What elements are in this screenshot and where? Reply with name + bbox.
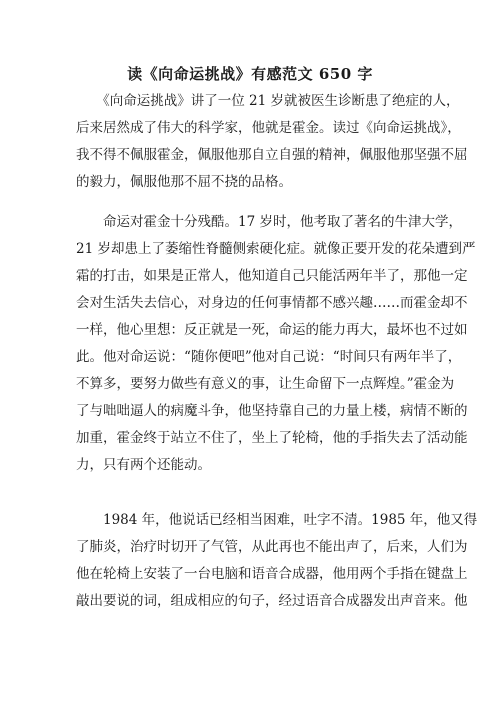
text-line: 此。他对命运说：“随你便吧”他对自己说：“时间只有两年半了， (76, 349, 462, 365)
text-line: 力，只有两个还能动。 (76, 457, 211, 473)
text-line: 后来居然成了伟大的科学家，他就是霍金。读过《向命运挑战》， (76, 120, 461, 136)
text-line: 我不得不佩服霍金，佩服他那自立自强的精神，佩服他那坚强不屈 (76, 147, 468, 163)
text-line: 命运对霍金十分残酷。17 岁时，他考取了著名的牛津大学， (76, 214, 462, 230)
text-line: 霜的打击，如果是正常人，他知道自己只能活两年半了，那他一定 (76, 268, 468, 284)
paragraph-3 (76, 507, 478, 615)
text-line: 敲出要说的词，组成相应的句子，经过语音合成器发出声音来。他 (76, 593, 468, 609)
paragraph-2 (76, 209, 476, 479)
text-line: 不算多，要努力做些有意义的事，让生命留下一点辉煌。”霍金为 (76, 376, 455, 392)
text-line: 一样，他心里想：反正就是一死，命运的能力再大，最坏也不过如 (76, 322, 468, 338)
text-line: 的毅力，佩服他那不屈不挠的品格。 (76, 174, 292, 190)
text-line: 21 岁却患上了萎缩性脊髓侧索硬化症。就像正要开发的花朵遭到严 (76, 241, 476, 257)
text-line: 1984 年，他说话已经相当困难，吐字不清。1985 年，他又得 (76, 512, 478, 528)
paragraph-1 (76, 88, 468, 196)
text-line: 加重，霍金终于站立不住了，坐上了轮椅，他的手指失去了活动能 (76, 430, 468, 446)
text-line: 了肺炎，治疗时切开了气管，从此再也不能出声了，后来，人们为 (76, 539, 468, 555)
text-line: 了与咄咄逼人的病魔斗争，他坚持靠自己的力量上楼，病情不断的 (76, 403, 468, 419)
text-line: 《向命运挑战》讲了一位 21 岁就被医生诊断患了绝症的人， (76, 93, 460, 109)
text-line: 会对生活失去信心，对身边的任何事情都不感兴趣……而霍金却不 (76, 295, 468, 311)
text-line: 他在轮椅上安装了一台电脑和语音合成器，他用两个手指在键盘上 (76, 566, 468, 582)
document-title: 读《向命运挑战》有感范文 650 字 (127, 65, 373, 83)
